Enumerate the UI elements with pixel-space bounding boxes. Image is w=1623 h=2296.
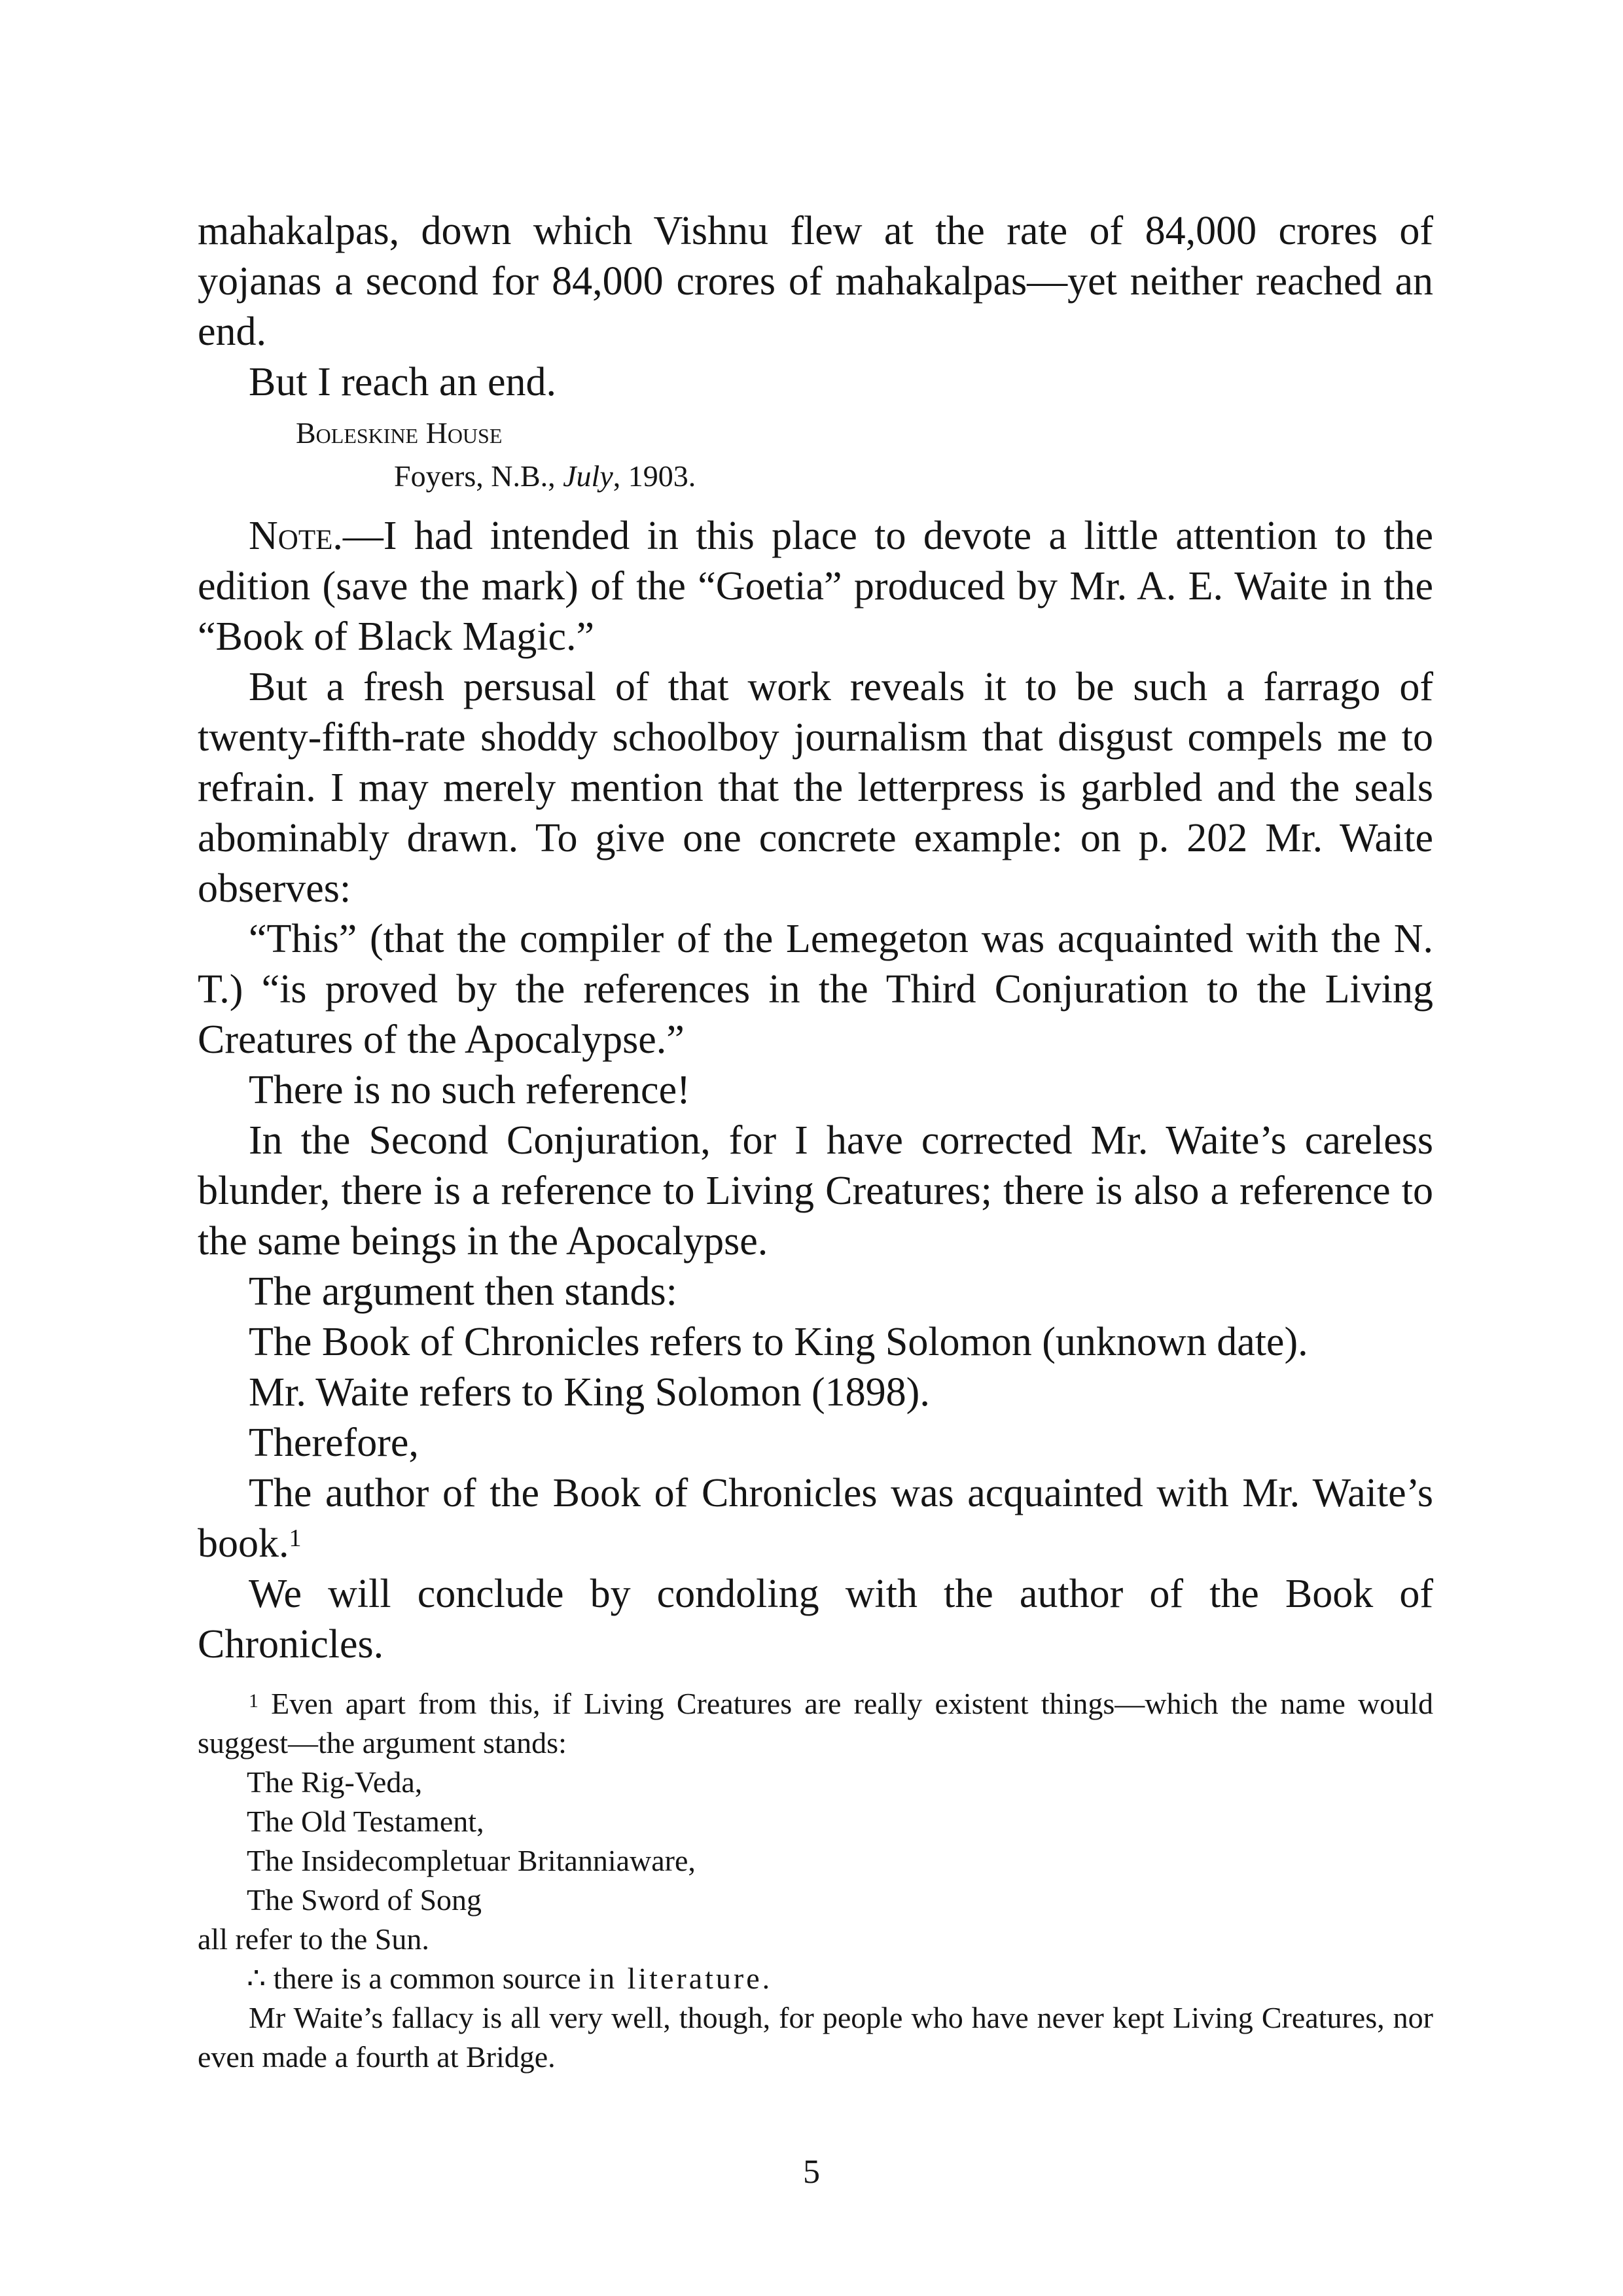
footnote-list-item: The Old Testament, bbox=[247, 1805, 484, 1838]
paragraph-author bbox=[198, 1468, 1433, 1569]
note-label: Note. bbox=[249, 514, 343, 558]
footnote-intro-text: Even apart from this, if Living Creatures are really existent things—which the name would suggest—the argument stands: bbox=[198, 1687, 1433, 1759]
signature-address: Foyers, N.B., bbox=[394, 459, 563, 493]
note-paragraph bbox=[198, 511, 1433, 662]
signature-month: July bbox=[563, 459, 613, 493]
signature-place: Boleskine House bbox=[296, 416, 503, 450]
footnote-therefore bbox=[198, 1959, 1433, 1998]
paragraph-no-reference: There is no such reference! bbox=[249, 1068, 690, 1112]
paragraph-fresh-persual: But a fresh persusal of that work reveals it to be such a farrago of twenty-fifth-rate shoddy schoolboy journalism that disgust compels me to refrain. I may merely mention that the letterpress is garbled and the seals abominably drawn. To give one concrete example: on p. 202 Mr. Waite observes: bbox=[198, 665, 1433, 911]
footnote-all-refer: all refer to the Sun. bbox=[198, 1922, 429, 1956]
paragraph-continued: mahakalpas, down which Vishnu flew at the rate of 84,000 crores of yojanas a second for 84,000 crores of mahakalpas—yet neither reached an end. bbox=[198, 209, 1433, 354]
paragraph-argument: The argument then stands: bbox=[249, 1269, 677, 1314]
footnote-intro bbox=[198, 1684, 1433, 1763]
footnote-therefore-text: ∴ there is a common source bbox=[247, 1962, 589, 1995]
page-number: 5 bbox=[803, 2153, 820, 2191]
footnote bbox=[198, 1684, 1433, 2077]
page-body bbox=[198, 206, 1433, 2077]
paragraph-quote: “This” (that the compiler of the Lemegeton was acquainted with the N. T.) “is proved by the references in the Third Conjuration to the Living Creatures of the Apocalypse.” bbox=[198, 917, 1433, 1062]
footnote-therefore-spaced: in literature. bbox=[588, 1962, 773, 1995]
note-text: —I had intended in this place to devote a little attention to the edition (save the mark) of the “Goetia” produced by Mr. A. E. Waite in the “Book of Black Magic.” bbox=[198, 514, 1433, 659]
footnote-list-item: The Insidecompletuar Britanniaware, bbox=[247, 1844, 696, 1877]
paragraph-waite-refers: Mr. Waite refers to King Solomon (1898). bbox=[249, 1370, 930, 1415]
footnote-list-item: The Rig-Veda, bbox=[247, 1765, 423, 1799]
signature-date bbox=[394, 455, 1433, 498]
footnote-marker: 1 bbox=[249, 1690, 259, 1712]
signature-year: , 1903. bbox=[613, 459, 696, 493]
paragraph-conclude: We will conclude by condoling with the author of the Book of Chronicles. bbox=[198, 1572, 1433, 1667]
paragraph-second-conjuration: In the Second Conjuration, for I have corrected Mr. Waite’s careless blunder, there is a reference to Living Creatures; there is also a reference to the same beings in the Apocalypse. bbox=[198, 1118, 1433, 1263]
paragraph-author-text: The author of the Book of Chronicles was acquainted with Mr. Waite’s book. bbox=[198, 1471, 1433, 1566]
footnote-fallacy: Mr Waite’s fallacy is all very well, though, for people who have never kept Living Creatures, nor even made a fourth at Bridge. bbox=[198, 2001, 1433, 2074]
paragraph-chronicles: The Book of Chronicles refers to King Solomon (unknown date). bbox=[249, 1320, 1308, 1364]
paragraph-reach-end: But I reach an end. bbox=[249, 360, 556, 404]
footnote-list-item: The Sword of Song bbox=[247, 1883, 482, 1916]
paragraph-therefore: Therefore, bbox=[249, 1421, 419, 1465]
footnote-reference[interactable]: 1 bbox=[289, 1525, 302, 1552]
